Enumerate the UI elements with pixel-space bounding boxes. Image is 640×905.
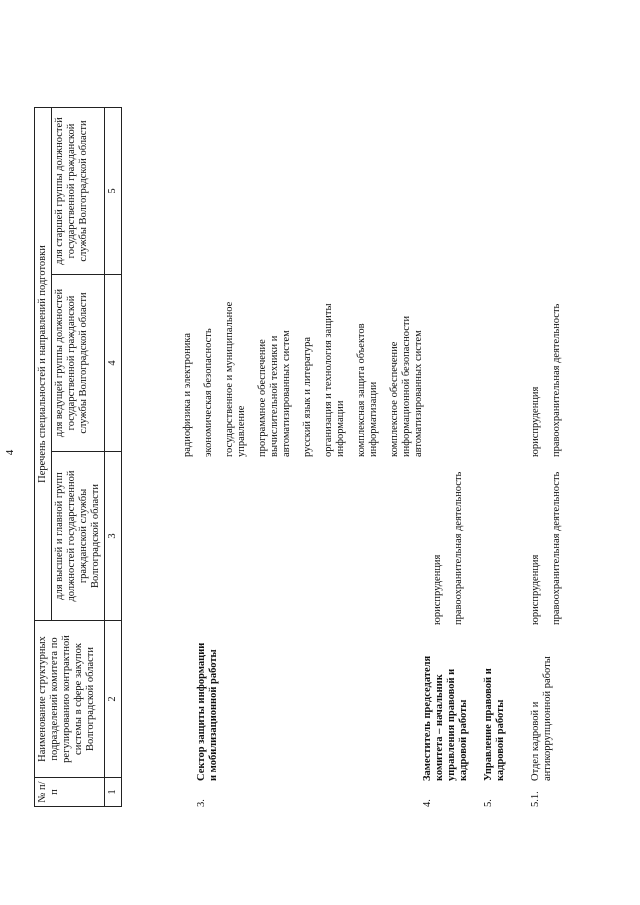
row-3-specialties bbox=[182, 289, 434, 457]
row-4-num: 4. bbox=[422, 799, 433, 807]
header-c3: для высшей и главной групп должностей государственной гражданской службы Волгоградской области bbox=[52, 452, 105, 621]
row-5-1-name: Отдел кадровой и антикоррупционной работы bbox=[530, 656, 553, 781]
row-5-name: Управление правовой и кадровой работы bbox=[483, 668, 506, 781]
spec-item: правоохранительная деятельность bbox=[551, 303, 562, 457]
header-c5: для старшей группы должностей государственной гражданской службы Волгоградской области bbox=[52, 108, 105, 275]
row-4-name: Заместитель председателя комитета – начальник управления правовой и кадровой работы bbox=[422, 655, 469, 781]
spec-item: программное обеспечение вычислительной техники и автоматизированных систем bbox=[257, 330, 292, 457]
header-num: № п/п bbox=[35, 778, 105, 807]
header-name: Наименование структурных подразделений комитета по регулированию контрактной системы в сфере закупок Волгоградской области bbox=[35, 621, 105, 778]
specialties-table bbox=[34, 107, 122, 807]
idx-3: 3 bbox=[105, 452, 122, 621]
spec-item: организация и технология защиты информации bbox=[323, 303, 346, 457]
row-5-num: 5. bbox=[483, 799, 494, 807]
spec-item: правоохранительная деятельность bbox=[551, 471, 562, 625]
spec-item: радиофизика и электроника bbox=[182, 332, 193, 457]
row-3-num: 3. bbox=[196, 799, 207, 807]
spec-item: правоохранительная деятельность bbox=[453, 471, 464, 625]
row-5-1-c3 bbox=[530, 467, 572, 625]
spec-item: юриспруденция bbox=[530, 386, 541, 457]
row-5-1-c4 bbox=[530, 289, 572, 457]
row-5-1-num: 5.1. bbox=[530, 791, 541, 807]
spec-item: экономическая безопасность bbox=[203, 328, 214, 457]
idx-1: 1 bbox=[105, 778, 122, 807]
spec-item: комплексное обеспечение информационной безопасности автоматизированных систем bbox=[389, 315, 424, 457]
idx-2: 2 bbox=[105, 621, 122, 778]
idx-4: 4 bbox=[105, 275, 122, 452]
spec-item: русский язык и литература bbox=[302, 336, 313, 457]
spec-item: комплексная защита объектов информатизации bbox=[356, 323, 379, 457]
row-3-name: Сектор защиты информации и мобилизационной работы bbox=[196, 642, 219, 781]
idx-5: 5 bbox=[105, 108, 122, 275]
spec-item: юриспруденция bbox=[530, 554, 541, 625]
spec-item: юриспруденция bbox=[432, 554, 443, 625]
header-c4: для ведущей группы должностей государственной гражданской службы Волгоградской области bbox=[52, 275, 105, 452]
header-group: Перечень специальностей и направлений подготовки bbox=[35, 108, 52, 621]
spec-item: государственное и муниципальное управление bbox=[224, 301, 247, 457]
page-number: 4 bbox=[4, 449, 16, 456]
row-4-c3 bbox=[432, 467, 474, 625]
